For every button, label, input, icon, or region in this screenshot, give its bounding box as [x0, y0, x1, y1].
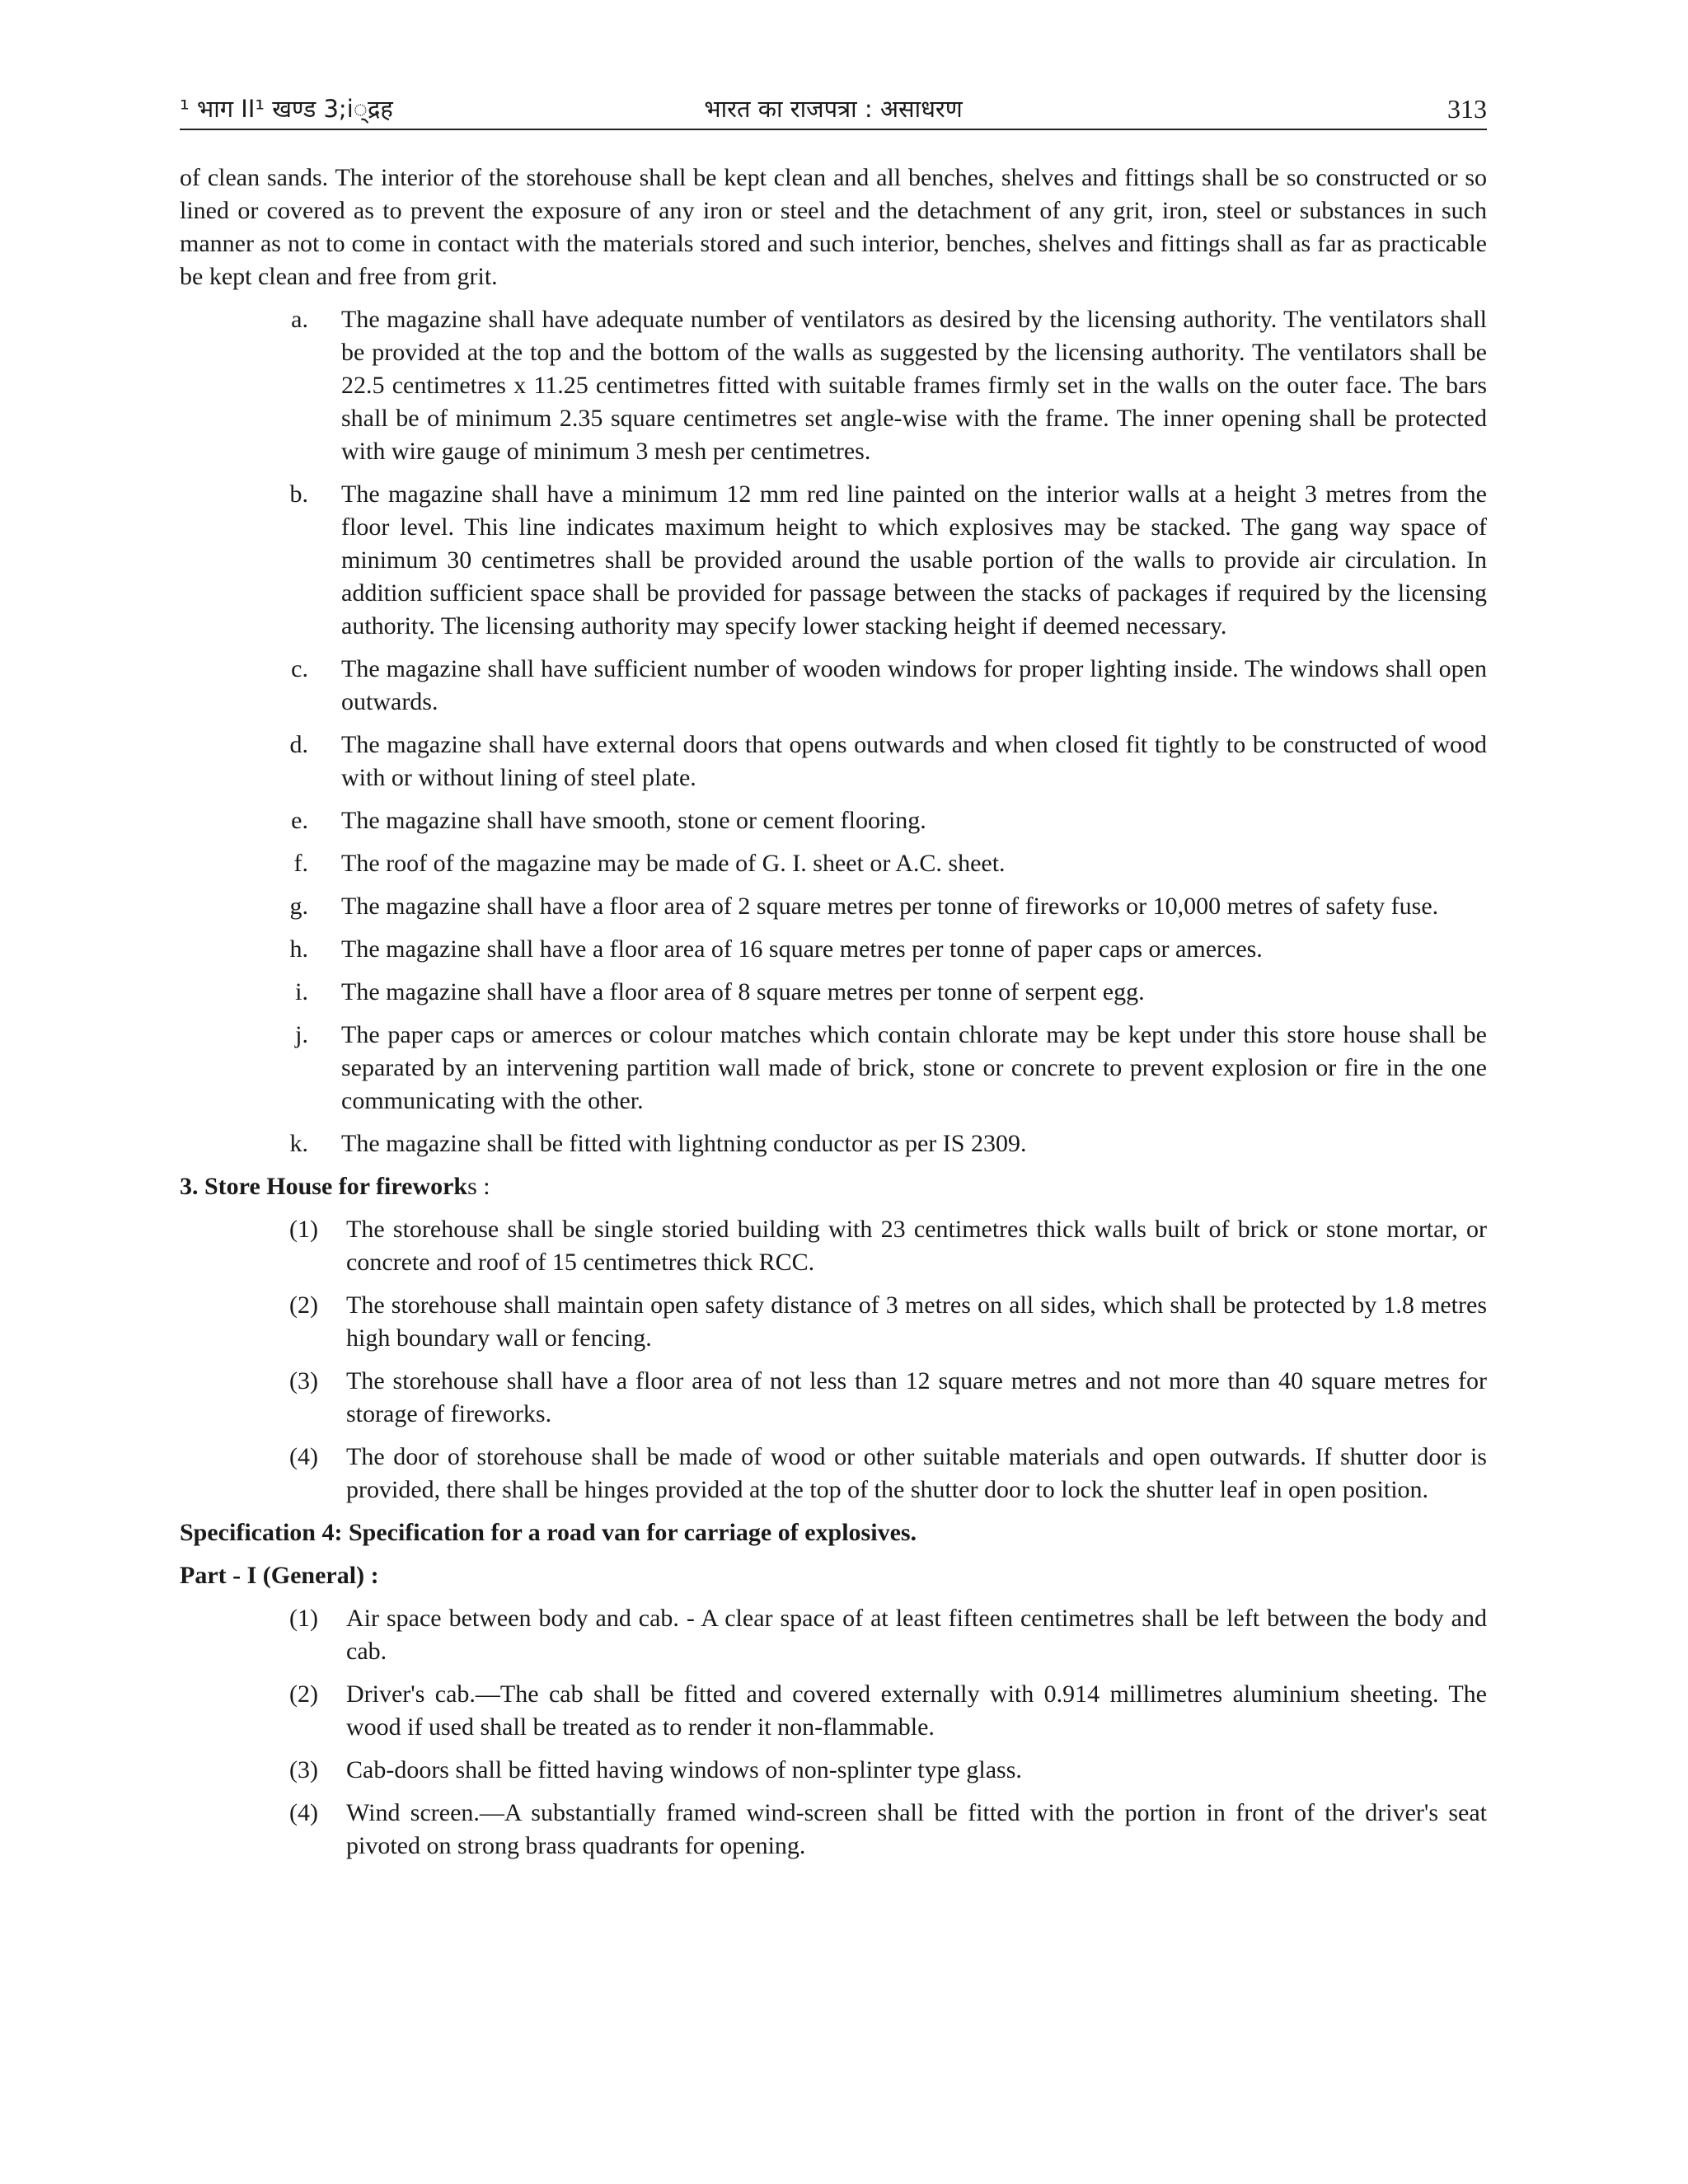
list-item-text: The storehouse shall be single storied building with 23 centimetres thick walls built of brick or stone mortar, or concrete and roof of 15 centimetres thick RCC. — [346, 1216, 1487, 1276]
list-item — [209, 303, 1487, 468]
intro-paragraph: of clean sands. The interior of the storehouse shall be kept clean and all benches, shelves and fittings shall be so constructed or so lined or covered as to prevent the exposure of any iron or steel and the detachment of any grit, iron, steel or substances in such manner as not to come in contact with the materials stored and such interior, benches, shelves and fittings shall as far as practicable be kept clean and free from grit. — [180, 164, 1487, 290]
list-item-marker: d. — [289, 731, 308, 758]
list-item-text: The magazine shall have a minimum 12 mm red line painted on the interior walls at a height 3 metres from the floor level. This line indicates maximum height to which explosives may be stacked. The gang way space of minimum 30 centimetres shall be provided around the usable portion of the walls to provide air circulation. In addition sufficient space shall be provided for passage between the stacks of packages if required by the licensing authority. The licensing authority may specify lower stacking height if deemed necessary. — [341, 480, 1487, 640]
list-item — [209, 653, 1487, 719]
list-item — [209, 847, 1487, 880]
list-item — [209, 1289, 1487, 1355]
list-item — [209, 1365, 1487, 1431]
list-item-text: The paper caps or amerces or colour matches which contain chlorate may be kept under this store house shall be separated by an intervening partition wall made of brick, stone or concrete to prevent explosion or fire in the one communicating with the other. — [341, 1021, 1487, 1114]
list-item — [209, 478, 1487, 643]
gazette-page — [180, 92, 1487, 1863]
list-item-marker: c. — [291, 655, 308, 682]
list-item — [209, 1213, 1487, 1279]
list-item — [209, 890, 1487, 923]
list-item-text: Driver's cab.—The cab shall be fitted and covered externally with 0.914 millimetres aluminium sheeting. The wood if used shall be treated as to render it non-flammable. — [346, 1680, 1487, 1741]
list-item — [209, 1441, 1487, 1507]
list-item — [209, 1754, 1487, 1787]
list-item-text: The magazine shall have smooth, stone or cement flooring. — [341, 807, 926, 834]
list-item-text: The magazine shall have a floor area of 8 square metres per tonne of serpent egg. — [341, 978, 1145, 1005]
header-gazette-title: भारत का राजपत्रा : असाधरण — [704, 95, 963, 123]
list-item — [209, 1678, 1487, 1744]
list-item-marker: a. — [291, 306, 308, 333]
section-3-heading-bold: 3. Store House for firework — [180, 1173, 468, 1200]
list-item-text: The magazine shall have external doors that opens outwards and when closed fit tightly to be constructed of wood with or without lining of steel plate. — [341, 731, 1487, 791]
list-item-text: The roof of the magazine may be made of G. I. sheet or A.C. sheet. — [341, 850, 1006, 877]
store-house-requirements-list — [209, 1213, 1487, 1507]
list-item-marker: (3) — [289, 1367, 318, 1394]
list-item — [209, 1019, 1487, 1118]
list-item — [209, 976, 1487, 1009]
section-3-heading-suffix: s : — [467, 1173, 490, 1200]
section-3-heading — [180, 1170, 1487, 1203]
list-item — [209, 1602, 1487, 1668]
list-item — [209, 1127, 1487, 1160]
magazine-requirements-list — [209, 303, 1487, 1160]
list-item — [209, 729, 1487, 794]
list-item-text: The storehouse shall have a floor area of not less than 12 square metres and not more than 40 square metres for storage of fireworks. — [346, 1367, 1487, 1427]
list-item-text: Wind screen.—A substantially framed wind-screen shall be fitted with the portion in front of the driver's seat pivoted on strong brass quadrants for opening. — [346, 1799, 1487, 1859]
road-van-requirements-list — [209, 1602, 1487, 1863]
list-item-text: The storehouse shall maintain open safety distance of 3 metres on all sides, which shall be protected by 1.8 metres high boundary wall or fencing. — [346, 1291, 1487, 1352]
list-item-marker: e. — [291, 807, 308, 834]
list-item-marker: (2) — [289, 1291, 318, 1319]
header-part-section: ¹ भाग II¹ खण्ड 3;i्द्रह — [180, 95, 393, 123]
list-item-marker: (1) — [289, 1216, 318, 1243]
list-item-marker: h. — [289, 935, 308, 963]
list-item — [209, 804, 1487, 837]
list-item-text: The door of storehouse shall be made of wood or other suitable materials and open outwards. If shutter door is provided, there shall be hinges provided at the top of the shutter door to lock the shutter leaf in open position. — [346, 1443, 1487, 1503]
list-item-text: The magazine shall be fitted with lightning conductor as per IS 2309. — [341, 1130, 1027, 1157]
part-1-heading: Part - I (General) : — [180, 1562, 379, 1589]
page-header — [180, 92, 1487, 130]
list-item-marker: i. — [295, 978, 308, 1005]
page-body — [180, 162, 1487, 1863]
list-item-text: Cab-doors shall be fitted having windows of non-splinter type glass. — [346, 1756, 1022, 1783]
list-item-marker: (2) — [289, 1680, 318, 1708]
list-item-marker: k. — [289, 1130, 308, 1157]
list-item-marker: (4) — [289, 1443, 318, 1470]
list-item — [209, 1797, 1487, 1863]
list-item-text: The magazine shall have a floor area of 2 square metres per tonne of fireworks or 10,000 metres of safety fuse. — [341, 893, 1439, 920]
list-item-text: The magazine shall have a floor area of 16 square metres per tonne of paper caps or amerces. — [341, 935, 1263, 963]
list-item-marker: b. — [289, 480, 308, 508]
list-item-text: The magazine shall have sufficient number of wooden windows for proper lighting inside. The windows shall open outwards. — [341, 655, 1487, 715]
list-item-marker: f. — [293, 850, 308, 877]
specification-4-heading: Specification 4: Specification for a road van for carriage of explosives. — [180, 1519, 917, 1546]
list-item-marker: (3) — [289, 1756, 318, 1783]
list-item-marker: j. — [295, 1021, 308, 1048]
list-item-marker: g. — [289, 893, 308, 920]
list-item-text: Air space between body and cab. - A clear space of at least fifteen centimetres shall be left between the body and cab. — [346, 1605, 1487, 1665]
list-item — [209, 933, 1487, 966]
list-item-marker: (1) — [289, 1605, 318, 1632]
list-item-marker: (4) — [289, 1799, 318, 1826]
page-number: 313 — [1447, 94, 1487, 124]
list-item-text: The magazine shall have adequate number of ventilators as desired by the licensing authority. The ventilators shall be provided at the top and the bottom of the walls as suggested by the licensing authority. The ventilators shall be 22.5 centimetres x 11.25 centimetres fitted with suitable frames firmly set in the walls on the outer face. The bars shall be of minimum 2.35 square centimetres set angle-wise with the frame. The inner opening shall be protected with wire gauge of minimum 3 mesh per centimetres. — [341, 306, 1487, 465]
